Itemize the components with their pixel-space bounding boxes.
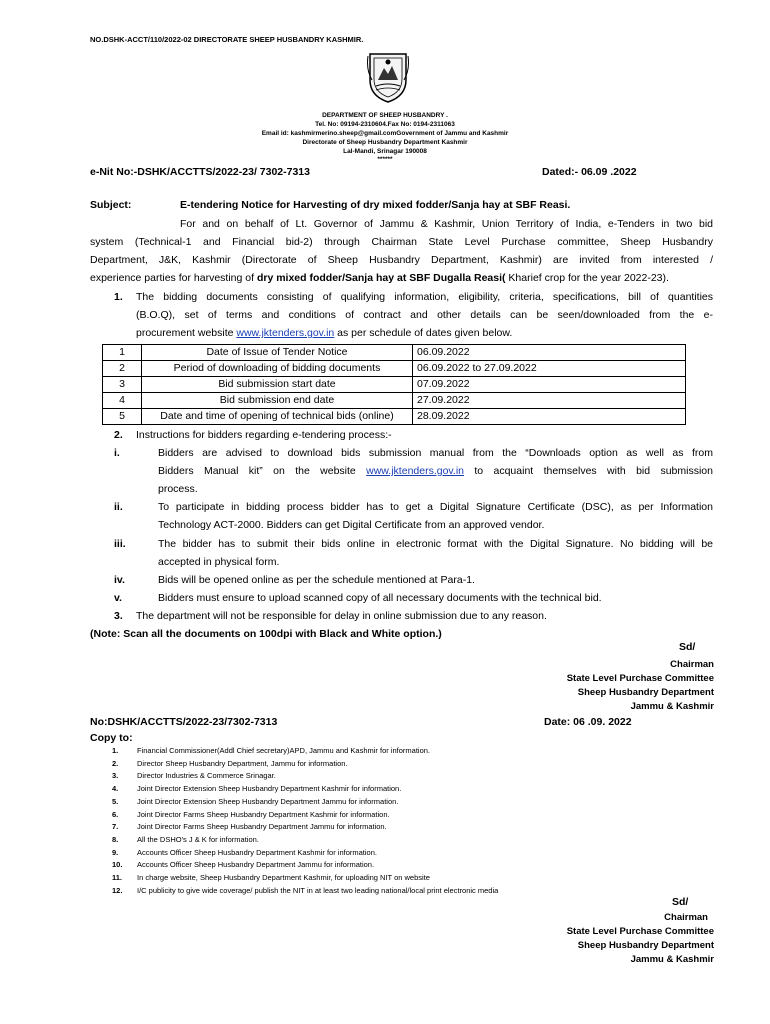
footer-ref-number: No:DSHK/ACCTTS/2022-23/7302-7313 (90, 716, 278, 728)
instruction-ii-number: ii. (114, 501, 123, 513)
signature-region: Jammu & Kashmir (630, 701, 714, 712)
point-1-line-3: procurement website www.jktenders.gov.in as per schedule of dates given below. (136, 327, 513, 339)
signature-sd-2: Sd/ (672, 896, 689, 908)
list-item: 10. Accounts Officer Sheep Husbandry Department Jammu for information. (112, 860, 375, 870)
jktenders-link[interactable]: www.jktenders.gov.in (366, 465, 464, 477)
list-item: 5. Joint Director Extension Sheep Husbandry Department Jammu for information. (112, 796, 399, 806)
intro-line-4: experience parties for harvesting of dry mixed fodder/Sanja hay at SBF Dugalla Reasi( Kharief crop for the year 2022-23). (90, 272, 669, 284)
jktenders-link[interactable]: www.jktenders.gov.in (236, 327, 335, 339)
scan-note: (Note: Scan all the documents on 100dpi with Black and White option.) (90, 628, 442, 640)
table-row: 3 Bid submission start date 07.09.2022 (103, 377, 686, 393)
signature-department-2: Sheep Husbandry Department (577, 940, 714, 951)
point-3-number: 3. (114, 610, 123, 622)
list-item: 1. Financial Commissioner(Addl Chief secretary)APD, Jammu and Kashmir for information. (112, 746, 431, 755)
point-1-line-2: (B.O.Q), set of terms and conditions of contract and other details can be seen/downloaded from the e- (136, 309, 713, 321)
intro-line-2: system (Technical-1 and Financial bid-2) through Chairman State Level Purchase committee, Sheep Husbandry (90, 236, 713, 248)
instruction-iv-line-1: Bids will be opened online as per the schedule mentioned at Para-1. (158, 574, 475, 586)
copy-to-list (112, 745, 498, 897)
list-item: 11. In charge website, Sheep Husbandry Department Kashmir, for uploading NIT on website (112, 873, 430, 883)
instruction-i-line-2: Bidders Manual kit” on the website www.jktenders.gov.in to acquaint themselves with bid submission (158, 465, 713, 477)
subject-label: Subject: (90, 199, 132, 211)
point-2-text: Instructions for bidders regarding e-tendering process:- (136, 429, 392, 441)
instruction-iv-number: iv. (114, 574, 125, 586)
instruction-ii-line-1: To participate in bidding process bidder has to get a Digital Signature Certificate (DSC), as per Information (158, 501, 713, 513)
copy-to-label: Copy to: (90, 732, 133, 744)
intro-bold-item: dry mixed fodder/Sanja hay at SBF Dugalla Reasi( (256, 272, 506, 284)
signature-committee-2: State Level Purchase Committee (566, 926, 714, 937)
point-1-line-1: The bidding documents consisting of qualifying information, eligibility, criteria, specifications, bill of quantities (136, 291, 713, 303)
schedule-table (102, 344, 686, 425)
list-item: 6. Joint Director Farms Sheep Husbandry Department Kashmir for information. (112, 809, 390, 819)
instruction-iii-line-2: accepted in physical form. (158, 556, 280, 568)
signature-sd: Sd/ (679, 641, 696, 653)
reference-number: NO.DSHK-ACCT/110/2022-02 DIRECTORATE SHEEP HUSBANDRY KASHMIR. (90, 35, 364, 44)
list-item: 7. Joint Director Farms Sheep Husbandry Department Jammu for information. (112, 822, 387, 832)
instruction-ii-line-2: Technology ACT-2000. Bidders can get Digital Certificate from an approved vendor. (158, 519, 545, 531)
signature-department: Sheep Husbandry Department (577, 687, 714, 698)
instruction-iii-number: iii. (114, 538, 126, 550)
contact-email: Email id: kashmirmerino.sheep@gmail.comGovernment of Jammu and Kashmir (261, 130, 509, 137)
emblem-logo (366, 50, 410, 104)
signature-chairman: Chairman (670, 659, 714, 670)
instruction-i-line-1: Bidders are advised to download bids submission manual from the “Downloads option as well as from (158, 447, 713, 459)
intro-line-1: For and on behalf of Lt. Governor of Jammu & Kashmir, Union Territory of India, e-Tenders in two bid (180, 218, 713, 230)
directorate-name: Directorate of Sheep Husbandry Department Kashmir (302, 139, 468, 146)
footer-ref-date: Date: 06 .09. 2022 (544, 716, 632, 728)
department-name: DEPARTMENT OF SHEEP HUSBANDRY . (322, 112, 448, 119)
table-row: 2 Period of downloading of bidding documents 06.09.2022 to 27.09.2022 (103, 361, 686, 377)
point-3-text: The department will not be responsible for delay in online submission due to any reason. (136, 610, 547, 622)
list-item: 2. Director Sheep Husbandry Department, Jammu for information. (112, 758, 348, 768)
point-1-number: 1. (114, 291, 123, 303)
instruction-v-line-1: Bidders must ensure to upload scanned copy of all necessary documents with the technical bid. (158, 592, 602, 604)
list-item: 8. All the DSHO's J & K for information. (112, 834, 259, 844)
signature-chairman-2: Chairman (664, 912, 708, 923)
instruction-i-line-3: process. (158, 483, 198, 495)
list-item: 4. Joint Director Extension Sheep Husbandry Department Kashmir for information. (112, 784, 402, 794)
stars-divider: ****** (377, 156, 393, 163)
address: Lal-Mandi, Srinagar 190008 (343, 148, 427, 155)
signature-committee: State Level Purchase Committee (566, 673, 714, 684)
nit-date: Dated:- 06.09 .2022 (542, 166, 637, 178)
intro-line-3: Department, J&K, Kashmir (Directorate of Sheep Husbandry Department, Kashmir) are invited from interested / (90, 254, 713, 266)
table-row: 4 Bid submission end date 27.09.2022 (103, 393, 686, 409)
list-item: 12. I/C publicity to give wide coverage/ publish the NIT in at least two leading national/local print electronic media (112, 885, 499, 895)
contact-tel: Tel. No: 09194-2310604.Fax No: 0194-2311063 (315, 121, 455, 128)
table-row: 1 Date of Issue of Tender Notice 06.09.2022 (103, 345, 686, 361)
point-2-number: 2. (114, 429, 123, 441)
nit-number: e-Nit No:-DSHK/ACCTTS/2022-23/ 7302-7313 (90, 166, 310, 178)
instruction-v-number: v. (114, 592, 122, 604)
instruction-i-number: i. (114, 447, 120, 459)
list-item: 9. Accounts Officer Sheep Husbandry Department Kashmir for information. (112, 847, 377, 857)
signature-region-2: Jammu & Kashmir (630, 954, 714, 965)
table-row: 5 Date and time of opening of technical bids (online) 28.09.2022 (103, 409, 686, 425)
instruction-iii-line-1: The bidder has to submit their bids online in electronic format with the Digital Signature. No bidding will be (158, 538, 713, 550)
list-item: 3. Director Industries & Commerce Srinagar. (112, 771, 276, 781)
subject-text: E-tendering Notice for Harvesting of dry mixed fodder/Sanja hay at SBF Reasi. (180, 199, 571, 211)
